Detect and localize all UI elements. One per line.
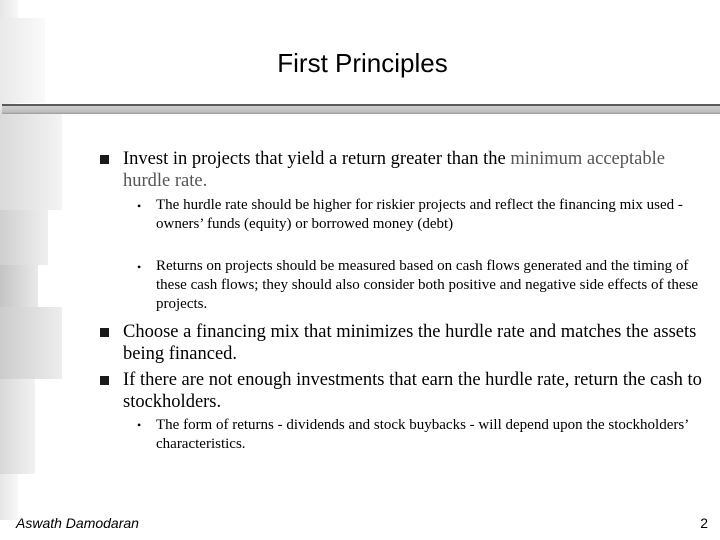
- square-bullet-icon: [100, 328, 109, 337]
- bullet-1-text: [123, 148, 703, 192]
- decorative-strip: [0, 210, 48, 265]
- bullet-2-text: Choose a financing mix that minimizes the hurdle rate and matches the assets being financed.: [123, 322, 697, 364]
- sub-bullet-dot-icon: •: [137, 260, 142, 274]
- decorative-strip: [0, 110, 62, 210]
- slide-title: First Principles: [277, 48, 448, 78]
- title-divider: [2, 104, 720, 114]
- sub-bullet-dot-icon: •: [137, 199, 142, 213]
- bullet-1-sub-2: Returns on projects should be measured based on cash flows generated and the timing of these cash flows; they should also consider both positive and negative side effects of these projects.: [156, 258, 699, 312]
- bullet-1-sub-1: The hurdle rate should be higher for riskier projects and reflect the financing mix used - owners’ funds (equity) or borrowed money (debt): [156, 197, 683, 232]
- page-number: 2: [700, 515, 708, 531]
- bullet-3-text: If there are not enough investments that earn the hurdle rate, return the cash to stockholders.: [123, 370, 702, 412]
- footer-author: Aswath Damodaran: [16, 515, 139, 531]
- sub-bullet-dot-icon: •: [137, 418, 142, 432]
- decorative-strip: [0, 265, 38, 307]
- bullet-3-sub-1: The form of returns - dividends and stock buybacks - will depend upon the stockholders’ characteristics.: [156, 417, 689, 452]
- bullet-1-text-highlight: minimum acceptable hurdle rate.: [123, 149, 665, 191]
- decorative-strip: [0, 379, 35, 474]
- square-bullet-icon: [100, 155, 109, 164]
- bullet-1-text-lead: Invest in projects that yield a return greater than the: [123, 149, 506, 169]
- square-bullet-icon: [100, 376, 109, 385]
- decorative-strip: [0, 307, 62, 379]
